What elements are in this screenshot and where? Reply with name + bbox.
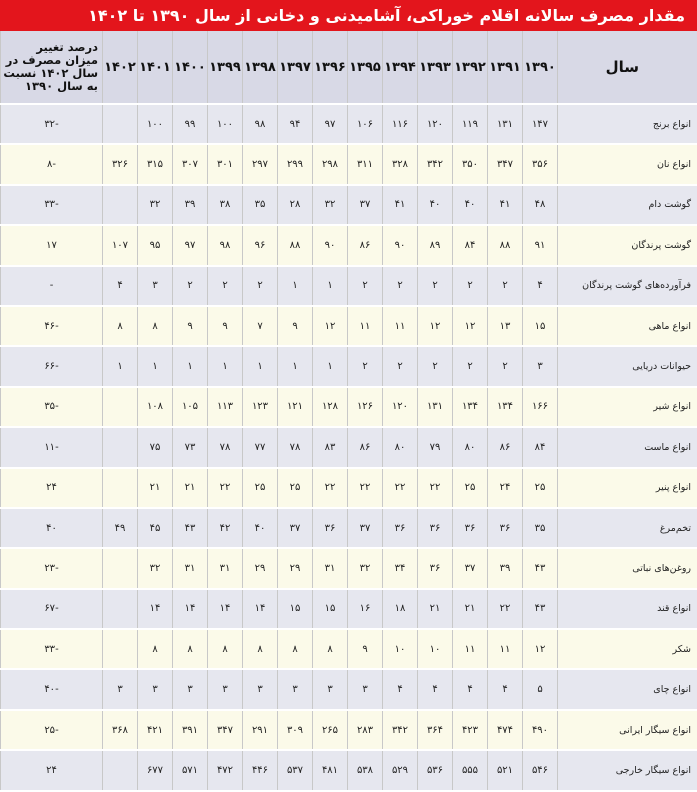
- value-cell: ۳۰۹: [278, 710, 313, 750]
- value-cell: ۱۶: [348, 589, 383, 629]
- value-cell: ۱۳: [488, 306, 523, 346]
- value-cell: ۲۱: [173, 468, 208, 508]
- value-cell: ۲۸۳: [348, 710, 383, 750]
- year-header: ۱۳۹۰: [523, 31, 558, 104]
- value-cell: ۸۰: [383, 427, 418, 467]
- value-cell: ۳۶۴: [418, 710, 453, 750]
- value-cell: ۱۰: [383, 629, 418, 669]
- change-cell: -: [1, 266, 103, 306]
- value-cell: ۱۴: [173, 589, 208, 629]
- value-cell: ۳: [523, 346, 558, 386]
- year-header: ۱۳۹۹: [208, 31, 243, 104]
- value-cell: ۱۸: [383, 589, 418, 629]
- value-cell: ۸۸: [488, 225, 523, 265]
- value-cell: ۳: [173, 669, 208, 709]
- value-cell: ۱۱: [348, 306, 383, 346]
- table-row: [1, 427, 697, 467]
- table-row: [1, 306, 697, 346]
- value-cell: ۳۱: [313, 548, 348, 588]
- value-cell: ۹: [278, 306, 313, 346]
- value-cell: ۱۳۴: [453, 387, 488, 427]
- row-label: انواع نان: [558, 144, 697, 184]
- value-cell: ۳۱۵: [138, 144, 173, 184]
- value-cell: ۲۲: [418, 468, 453, 508]
- value-cell: ۳: [103, 669, 138, 709]
- value-cell: ۳۱: [173, 548, 208, 588]
- value-cell: ۴۹۰: [523, 710, 558, 750]
- value-cell: ۱۰۸: [138, 387, 173, 427]
- value-cell: ۳۶: [453, 508, 488, 548]
- value-cell: ۳۲: [313, 185, 348, 225]
- value-cell: ۷: [243, 306, 278, 346]
- value-cell: ۱۵: [313, 589, 348, 629]
- value-cell: ۱۲۰: [418, 104, 453, 144]
- value-cell: ۱۲: [418, 306, 453, 346]
- value-cell: ۳۷: [348, 185, 383, 225]
- value-cell: [103, 589, 138, 629]
- value-cell: ۳: [348, 669, 383, 709]
- value-cell: ۳۹: [173, 185, 208, 225]
- value-cell: ۱۵: [523, 306, 558, 346]
- value-cell: ۷۷: [243, 427, 278, 467]
- value-cell: ۹۸: [208, 225, 243, 265]
- year-header: ۱۳۹۶: [313, 31, 348, 104]
- value-cell: ۴: [103, 266, 138, 306]
- table-row: [1, 750, 697, 790]
- value-cell: ۸۶: [488, 427, 523, 467]
- value-cell: ۲: [173, 266, 208, 306]
- value-cell: [103, 629, 138, 669]
- value-cell: ۲۹: [243, 548, 278, 588]
- value-cell: ۸: [313, 629, 348, 669]
- value-cell: [103, 750, 138, 790]
- year-header: ۱۴۰۱: [138, 31, 173, 104]
- value-cell: ۵۲۱: [488, 750, 523, 790]
- value-cell: ۲: [488, 346, 523, 386]
- year-header: ۱۳۹۲: [453, 31, 488, 104]
- year-header: ۱۴۰۲: [103, 31, 138, 104]
- value-cell: ۱۱۹: [453, 104, 488, 144]
- page-title: مقدار مصرف سالانه اقلام خوراکی، آشامیدنی و دخانی از سال ۱۳۹۰ تا ۱۴۰۲: [0, 0, 697, 31]
- value-cell: [103, 548, 138, 588]
- row-label: انواع قند: [558, 589, 697, 629]
- value-cell: ۲: [418, 346, 453, 386]
- year-header: ۱۳۹۴: [383, 31, 418, 104]
- value-cell: ۳۴۲: [418, 144, 453, 184]
- value-cell: ۳۶: [313, 508, 348, 548]
- value-cell: ۳۰۷: [173, 144, 208, 184]
- value-cell: ۳۴۷: [488, 144, 523, 184]
- value-cell: ۸۹: [418, 225, 453, 265]
- row-label: انواع سیگار خارجی: [558, 750, 697, 790]
- value-cell: ۳۶: [383, 508, 418, 548]
- value-cell: ۲: [208, 266, 243, 306]
- value-cell: ۴۳: [523, 589, 558, 629]
- year-header: ۱۴۰۰: [173, 31, 208, 104]
- value-cell: ۱۱۳: [208, 387, 243, 427]
- value-cell: ۴: [383, 669, 418, 709]
- change-cell: -۴۶: [1, 306, 103, 346]
- value-cell: ۲۹۷: [243, 144, 278, 184]
- value-cell: ۱۴: [208, 589, 243, 629]
- value-cell: ۴۸۱: [313, 750, 348, 790]
- value-cell: ۴۷۴: [488, 710, 523, 750]
- table-row: [1, 266, 697, 306]
- value-cell: ۳۱۱: [348, 144, 383, 184]
- value-cell: ۹: [348, 629, 383, 669]
- value-cell: [103, 387, 138, 427]
- row-label: گوشت دام: [558, 185, 697, 225]
- change-cell: -۳۵: [1, 387, 103, 427]
- table-row: [1, 548, 697, 588]
- value-cell: ۳: [138, 669, 173, 709]
- value-cell: ۸۶: [348, 225, 383, 265]
- value-cell: ۹۰: [383, 225, 418, 265]
- change-cell: ۱۷: [1, 225, 103, 265]
- value-cell: ۲: [488, 266, 523, 306]
- value-cell: ۲: [453, 266, 488, 306]
- value-cell: ۷۳: [173, 427, 208, 467]
- value-cell: ۵۳۸: [348, 750, 383, 790]
- value-cell: ۲: [383, 346, 418, 386]
- value-cell: ۳۴۲: [383, 710, 418, 750]
- value-cell: ۳۶: [488, 508, 523, 548]
- value-cell: ۵۷۱: [173, 750, 208, 790]
- value-cell: ۸: [138, 629, 173, 669]
- value-cell: ۴: [523, 266, 558, 306]
- value-cell: ۴۹: [103, 508, 138, 548]
- value-cell: ۷۸: [208, 427, 243, 467]
- row-label: گوشت پرندگان: [558, 225, 697, 265]
- value-cell: ۴۸: [523, 185, 558, 225]
- row-label: روغن‌های نباتی: [558, 548, 697, 588]
- row-label: انواع برنج: [558, 104, 697, 144]
- value-cell: ۴: [418, 669, 453, 709]
- value-cell: ۵۲۹: [383, 750, 418, 790]
- change-cell: -۴۰: [1, 669, 103, 709]
- row-label: انواع چای: [558, 669, 697, 709]
- value-cell: ۳۴: [383, 548, 418, 588]
- value-cell: ۱: [173, 346, 208, 386]
- value-cell: ۷۹: [418, 427, 453, 467]
- row-label: فرآورده‌های گوشت پرندگان: [558, 266, 697, 306]
- value-cell: ۸۴: [523, 427, 558, 467]
- row-label: تخم‌مرغ: [558, 508, 697, 548]
- value-cell: ۳۷: [453, 548, 488, 588]
- value-cell: ۱۴: [243, 589, 278, 629]
- value-cell: ۲۴: [488, 468, 523, 508]
- value-cell: ۳۶۸: [103, 710, 138, 750]
- value-cell: ۲۲: [383, 468, 418, 508]
- table-row: [1, 629, 697, 669]
- value-cell: ۵۴۶: [523, 750, 558, 790]
- table-row: [1, 346, 697, 386]
- value-cell: ۱۵: [278, 589, 313, 629]
- value-cell: ۲: [383, 266, 418, 306]
- value-cell: ۱۲۰: [383, 387, 418, 427]
- value-cell: ۴۰: [243, 508, 278, 548]
- row-label: انواع ماهی: [558, 306, 697, 346]
- table-body: [1, 104, 697, 791]
- year-header: ۱۳۹۸: [243, 31, 278, 104]
- year-column-header: سال: [558, 31, 697, 104]
- value-cell: ۱: [103, 346, 138, 386]
- value-cell: ۲: [243, 266, 278, 306]
- value-cell: ۳۵: [523, 508, 558, 548]
- value-cell: ۲۲: [348, 468, 383, 508]
- value-cell: ۴۲۱: [138, 710, 173, 750]
- value-cell: ۱۴: [138, 589, 173, 629]
- value-cell: ۲۲: [208, 468, 243, 508]
- value-cell: ۴۷۲: [208, 750, 243, 790]
- value-cell: ۴۲۳: [453, 710, 488, 750]
- year-header: ۱۳۹۷: [278, 31, 313, 104]
- value-cell: ۱۲: [313, 306, 348, 346]
- value-cell: ۱۳۱: [418, 387, 453, 427]
- value-cell: ۳۲۶: [103, 144, 138, 184]
- value-cell: ۱۱: [488, 629, 523, 669]
- value-cell: ۸: [208, 629, 243, 669]
- value-cell: ۱۱۶: [383, 104, 418, 144]
- value-cell: ۸۴: [453, 225, 488, 265]
- value-cell: ۱۴۷: [523, 104, 558, 144]
- value-cell: ۸۸: [278, 225, 313, 265]
- value-cell: ۳: [313, 669, 348, 709]
- table-row: [1, 144, 697, 184]
- value-cell: ۳۹۱: [173, 710, 208, 750]
- value-cell: ۹۰: [313, 225, 348, 265]
- value-cell: ۳۴۷: [208, 710, 243, 750]
- value-cell: ۲۲: [488, 589, 523, 629]
- value-cell: ۲۶۵: [313, 710, 348, 750]
- value-cell: ۲: [348, 346, 383, 386]
- value-cell: ۹: [173, 306, 208, 346]
- table-row: [1, 225, 697, 265]
- value-cell: ۴۴۶: [243, 750, 278, 790]
- table-row: [1, 669, 697, 709]
- value-cell: ۴۳: [523, 548, 558, 588]
- value-cell: ۸: [173, 629, 208, 669]
- value-cell: ۵: [523, 669, 558, 709]
- value-cell: ۳۱: [208, 548, 243, 588]
- value-cell: ۳۷: [348, 508, 383, 548]
- value-cell: ۳: [243, 669, 278, 709]
- value-cell: ۹: [208, 306, 243, 346]
- value-cell: ۸: [243, 629, 278, 669]
- consumption-table: [0, 31, 697, 792]
- value-cell: ۹۹: [173, 104, 208, 144]
- value-cell: ۳۷: [278, 508, 313, 548]
- value-cell: ۸۶: [348, 427, 383, 467]
- value-cell: ۴: [488, 669, 523, 709]
- value-cell: ۱۰۰: [208, 104, 243, 144]
- value-cell: ۱۲۳: [243, 387, 278, 427]
- change-cell: -۳۳: [1, 629, 103, 669]
- value-cell: ۱۰۷: [103, 225, 138, 265]
- change-cell: -۶۶: [1, 346, 103, 386]
- value-cell: ۳۵: [243, 185, 278, 225]
- value-cell: ۱۳۴: [488, 387, 523, 427]
- value-cell: ۲۵: [453, 468, 488, 508]
- table-row: [1, 468, 697, 508]
- value-cell: ۴۳: [173, 508, 208, 548]
- change-cell: ۲۴: [1, 750, 103, 790]
- change-cell: -۲۳: [1, 548, 103, 588]
- value-cell: ۱۲: [453, 306, 488, 346]
- value-cell: [103, 468, 138, 508]
- value-cell: ۳۰۱: [208, 144, 243, 184]
- value-cell: ۵۵۵: [453, 750, 488, 790]
- value-cell: ۲۱: [138, 468, 173, 508]
- value-cell: ۱: [138, 346, 173, 386]
- change-cell: ۲۴: [1, 468, 103, 508]
- value-cell: ۴۱: [383, 185, 418, 225]
- change-column-header: درصد تغییر میزان مصرف در سال ۱۴۰۲ نسبت به سال ۱۳۹۰: [1, 31, 103, 104]
- value-cell: [103, 427, 138, 467]
- change-cell: -۱۱: [1, 427, 103, 467]
- value-cell: ۲۵: [523, 468, 558, 508]
- value-cell: ۸۰: [453, 427, 488, 467]
- value-cell: ۳۵۰: [453, 144, 488, 184]
- value-cell: ۲۹: [278, 548, 313, 588]
- value-cell: ۳۹: [488, 548, 523, 588]
- value-cell: ۵۳۷: [278, 750, 313, 790]
- row-label: انواع شیر: [558, 387, 697, 427]
- value-cell: ۳۶: [418, 508, 453, 548]
- value-cell: ۱۲: [523, 629, 558, 669]
- value-cell: ۲۹۱: [243, 710, 278, 750]
- value-cell: ۳: [278, 669, 313, 709]
- change-cell: -۲۵: [1, 710, 103, 750]
- value-cell: ۲: [418, 266, 453, 306]
- change-cell: -۶۷: [1, 589, 103, 629]
- value-cell: ۱۰: [418, 629, 453, 669]
- value-cell: ۱۰۰: [138, 104, 173, 144]
- value-cell: ۱۳۱: [488, 104, 523, 144]
- value-cell: ۹۷: [173, 225, 208, 265]
- value-cell: ۲۸: [278, 185, 313, 225]
- value-cell: ۱۶۶: [523, 387, 558, 427]
- table-row: [1, 185, 697, 225]
- table-row: [1, 508, 697, 548]
- header-row: [1, 31, 697, 104]
- change-cell: ۴۰: [1, 508, 103, 548]
- value-cell: ۳۵۶: [523, 144, 558, 184]
- row-label: انواع سیگار ایرانی: [558, 710, 697, 750]
- row-label: انواع پنیر: [558, 468, 697, 508]
- value-cell: ۱۲۶: [348, 387, 383, 427]
- value-cell: ۴: [453, 669, 488, 709]
- value-cell: ۳۲: [138, 185, 173, 225]
- value-cell: ۹۴: [278, 104, 313, 144]
- value-cell: ۱۲۱: [278, 387, 313, 427]
- value-cell: ۷۸: [278, 427, 313, 467]
- value-cell: ۲۹۸: [313, 144, 348, 184]
- value-cell: ۳۲: [348, 548, 383, 588]
- value-cell: ۱: [313, 346, 348, 386]
- value-cell: ۴۰: [418, 185, 453, 225]
- value-cell: ۳: [208, 669, 243, 709]
- change-cell: -۸: [1, 144, 103, 184]
- value-cell: ۹۷: [313, 104, 348, 144]
- value-cell: ۲۵: [243, 468, 278, 508]
- year-header: ۱۳۹۳: [418, 31, 453, 104]
- value-cell: ۳۶: [418, 548, 453, 588]
- value-cell: ۶۷۷: [138, 750, 173, 790]
- value-cell: ۲۵: [278, 468, 313, 508]
- value-cell: ۹۵: [138, 225, 173, 265]
- value-cell: ۲۹۹: [278, 144, 313, 184]
- value-cell: ۱: [243, 346, 278, 386]
- value-cell: ۱: [313, 266, 348, 306]
- year-header: ۱۳۹۱: [488, 31, 523, 104]
- value-cell: ۱: [278, 346, 313, 386]
- value-cell: ۸: [138, 306, 173, 346]
- table-row: [1, 710, 697, 750]
- value-cell: ۴۵: [138, 508, 173, 548]
- value-cell: ۷۵: [138, 427, 173, 467]
- value-cell: ۸: [278, 629, 313, 669]
- value-cell: ۴۰: [453, 185, 488, 225]
- change-cell: -۳۲: [1, 104, 103, 144]
- value-cell: ۳: [138, 266, 173, 306]
- value-cell: ۵۳۶: [418, 750, 453, 790]
- change-cell: -۳۳: [1, 185, 103, 225]
- value-cell: ۹۱: [523, 225, 558, 265]
- value-cell: ۲: [348, 266, 383, 306]
- value-cell: ۳۸: [208, 185, 243, 225]
- value-cell: ۲: [453, 346, 488, 386]
- value-cell: ۱۰۶: [348, 104, 383, 144]
- value-cell: ۲۱: [418, 589, 453, 629]
- value-cell: ۳۲۸: [383, 144, 418, 184]
- value-cell: ۳۲: [138, 548, 173, 588]
- table-row: [1, 589, 697, 629]
- row-label: انواع ماست: [558, 427, 697, 467]
- year-header: ۱۳۹۵: [348, 31, 383, 104]
- value-cell: ۴۲: [208, 508, 243, 548]
- value-cell: [103, 185, 138, 225]
- value-cell: ۲۲: [313, 468, 348, 508]
- value-cell: ۹۶: [243, 225, 278, 265]
- value-cell: ۴۱: [488, 185, 523, 225]
- value-cell: ۲۱: [453, 589, 488, 629]
- value-cell: ۱: [278, 266, 313, 306]
- value-cell: ۱۱: [453, 629, 488, 669]
- table-row: [1, 387, 697, 427]
- value-cell: ۱۲۸: [313, 387, 348, 427]
- value-cell: ۱۰۵: [173, 387, 208, 427]
- table-row: [1, 104, 697, 144]
- row-label: حیوانات دریایی: [558, 346, 697, 386]
- value-cell: [103, 104, 138, 144]
- value-cell: ۸: [103, 306, 138, 346]
- value-cell: ۱۱: [383, 306, 418, 346]
- value-cell: ۱: [208, 346, 243, 386]
- value-cell: ۸۳: [313, 427, 348, 467]
- row-label: شکر: [558, 629, 697, 669]
- value-cell: ۹۸: [243, 104, 278, 144]
